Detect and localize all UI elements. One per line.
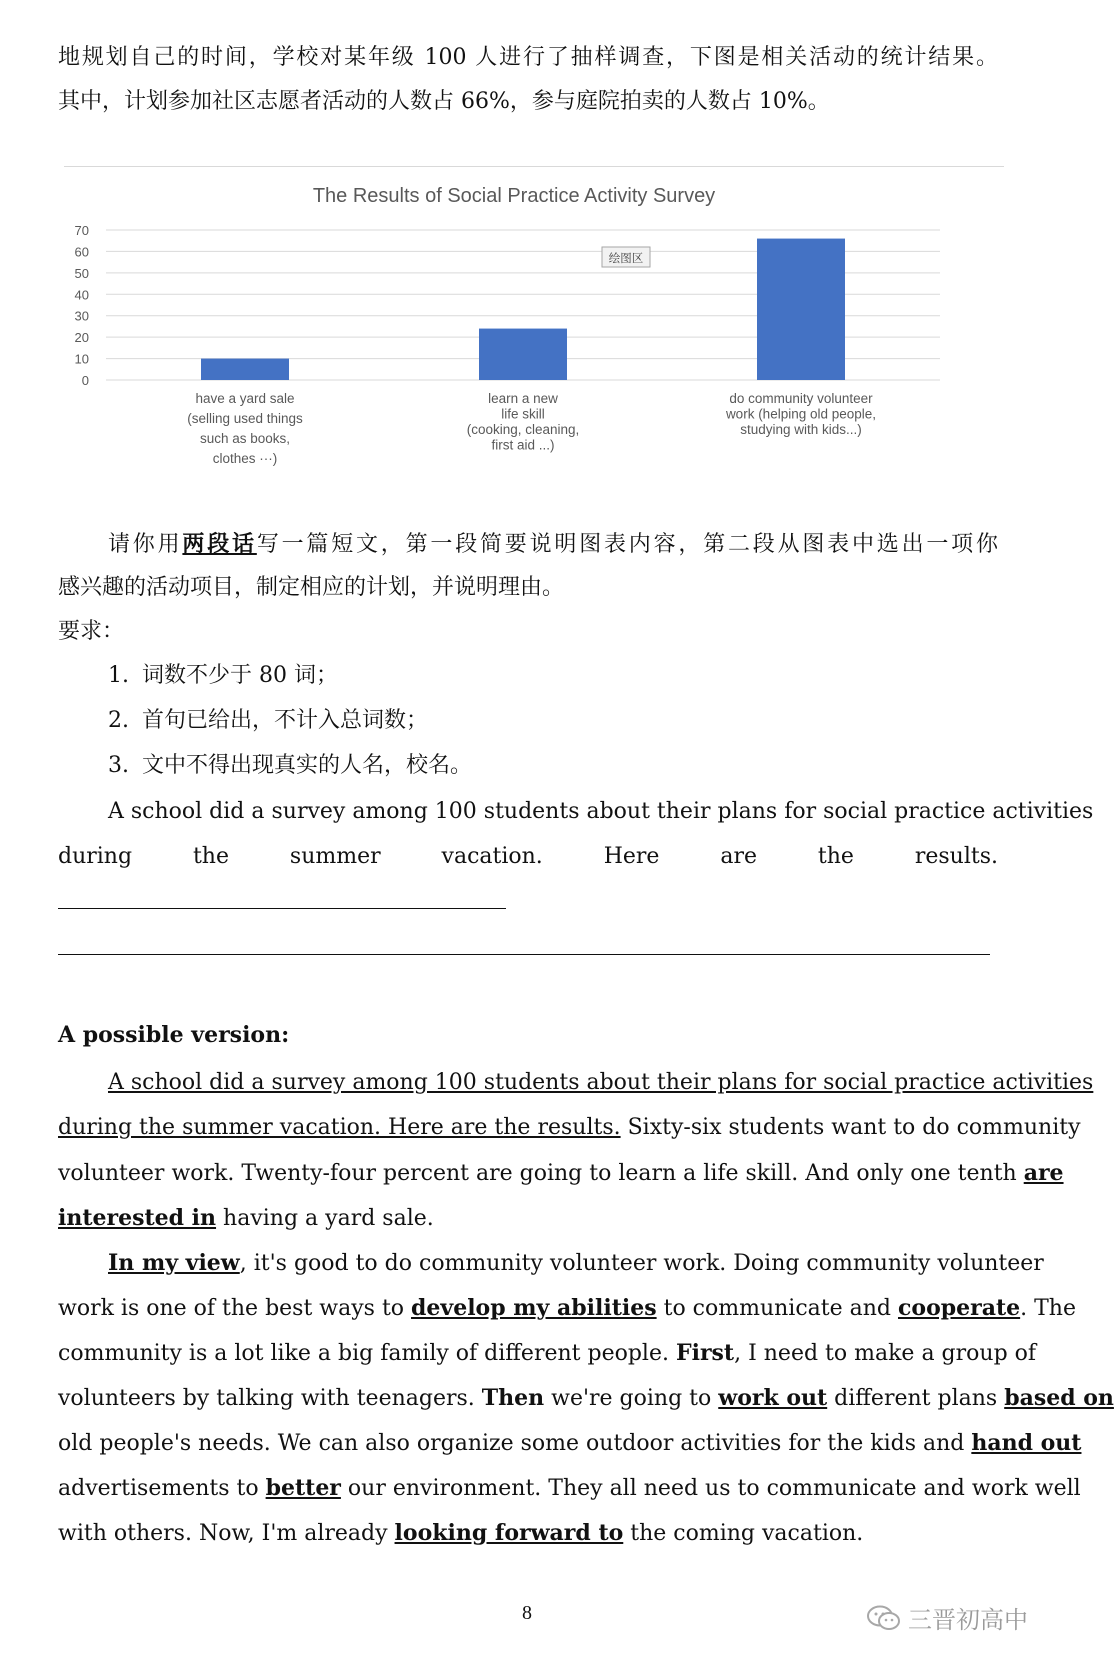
key-phrase: In my view	[108, 1250, 240, 1276]
requirement-number: 1.	[108, 663, 129, 688]
y-tick-label: 0	[81, 373, 89, 388]
version-text: with others. Now, I'm already	[58, 1521, 395, 1546]
chart-svg	[64, 174, 1004, 494]
requirement-number: 2.	[108, 708, 129, 733]
chart-title: The Results of Social Practice Activity Survey	[312, 185, 716, 207]
key-phrase: interested in	[58, 1205, 217, 1231]
version-text: we're going to	[544, 1386, 719, 1411]
version-text: having a yard sale.	[216, 1206, 434, 1231]
version-line	[58, 1427, 1082, 1460]
requirement-number: 3.	[108, 753, 129, 778]
version-line	[58, 1382, 1114, 1415]
version-line	[58, 1292, 1076, 1325]
bar	[479, 329, 567, 380]
version-line	[58, 1472, 1081, 1505]
x-tick-label: have a yard sale	[195, 391, 295, 406]
y-tick-label: 60	[74, 244, 89, 260]
version-text: advertisements to	[58, 1476, 266, 1501]
version-text: volunteers by talking with teenagers.	[58, 1386, 482, 1411]
version-text: our environment. They all need us to communicate and work well	[340, 1476, 1081, 1501]
version-line	[108, 1247, 1044, 1280]
task-line-1	[108, 528, 998, 561]
version-text: to communicate and	[656, 1296, 898, 1321]
version-text: the coming vacation.	[623, 1521, 864, 1546]
y-tick-label: 20	[74, 330, 89, 346]
key-phrase: work out	[718, 1385, 828, 1411]
answer-line	[58, 908, 506, 909]
task-text-pre: 请你用	[108, 532, 183, 557]
version-text: different plans	[827, 1386, 1005, 1411]
bar	[201, 359, 289, 380]
version-text: . The	[1020, 1296, 1076, 1321]
version-heading: A possible version:	[58, 1022, 290, 1048]
y-tick-label: 40	[74, 287, 89, 303]
version-text: community is a lot like a big family of different people.	[58, 1341, 676, 1366]
version-text: , I need to make a group of	[734, 1341, 1037, 1366]
chart-top-border	[64, 166, 1004, 167]
version-text: volunteer work. Twenty-four percent are going to learn a life skill. And only one tenth	[58, 1161, 1024, 1186]
y-tick-label: 10	[74, 351, 89, 367]
x-tick-label: work (helping old people,	[725, 406, 877, 422]
task-keyword: 两段话	[182, 531, 257, 557]
version-line	[58, 1202, 998, 1235]
version-text: old people's needs. We can also organize some outdoor activities for the kids and	[58, 1431, 972, 1456]
bold-word: Then	[481, 1385, 545, 1411]
plot-area-tag: 绘图区	[608, 253, 644, 265]
version-text: , it's good to do community volunteer work. Doing community volunteer	[239, 1251, 1044, 1276]
task-text-post: 写一篇短文，第一段简要说明图表内容，第二段从图表中选出一项你	[256, 532, 998, 557]
x-tick-label: do community volunteer	[729, 391, 873, 406]
x-tick-label: first aid ...)	[491, 437, 555, 453]
prompt-line-1: A school did a survey among 100 students about their plans for social practice activities	[108, 799, 1094, 824]
intro-line-1: 地规划自己的时间，学校对某年级 100 人进行了抽样调查，下图是相关活动的统计结果。	[58, 45, 998, 70]
given-first-sentence: A school did a survey among 100 students about their plans for social practice activities	[108, 1070, 1094, 1095]
x-tick-label: such as books,	[199, 431, 291, 446]
x-tick-label: (selling used things	[187, 411, 303, 426]
version-line	[108, 1067, 1094, 1099]
watermark-text: 三晋初高中	[908, 1606, 1028, 1634]
prompt-line-2: during the summer vacation. Here are the results.	[58, 844, 998, 869]
x-tick-label: studying with kids...)	[740, 422, 862, 437]
version-line	[58, 1157, 1064, 1190]
x-tick-label: life skill	[501, 406, 545, 422]
y-tick-label: 70	[74, 223, 89, 238]
x-tick-label: clothes ···)	[212, 451, 278, 466]
given-second-sentence: during the summer vacation. Here are the results.	[58, 1115, 621, 1140]
requirement-text: 词数不少于 80 词；	[142, 663, 338, 688]
key-phrase: cooperate	[898, 1295, 1021, 1321]
requirement-text: 首句已给出，不计入总词数；	[142, 708, 429, 733]
watermark	[866, 1600, 1028, 1635]
wechat-icon	[866, 1604, 902, 1632]
key-phrase: are	[1023, 1160, 1064, 1186]
y-tick-label: 50	[74, 265, 89, 281]
x-tick-label: (cooking, cleaning,	[466, 422, 580, 437]
answer-line	[58, 954, 990, 955]
key-phrase: better	[265, 1475, 341, 1501]
requirements-label: 要求：	[58, 619, 125, 644]
task-line-2: 感兴趣的活动项目，制定相应的计划，并说明理由。	[58, 575, 565, 600]
version-line	[58, 1517, 998, 1550]
version-line	[58, 1337, 1037, 1370]
key-phrase: develop my abilities	[411, 1295, 657, 1321]
intro-line-2: 其中，计划参加社区志愿者活动的人数占 66%，参与庭院拍卖的人数占 10%。	[58, 89, 830, 114]
page-number: 8	[522, 1602, 532, 1624]
key-phrase: looking forward to	[394, 1520, 624, 1546]
y-tick-label: 30	[74, 308, 89, 324]
x-tick-label: learn a new	[488, 391, 558, 406]
version-text: work is one of the best ways to	[58, 1296, 412, 1321]
key-phrase: hand out	[971, 1430, 1082, 1456]
key-phrase: based on	[1004, 1385, 1114, 1411]
version-line	[58, 1112, 1081, 1144]
bar	[757, 239, 845, 380]
requirement-text: 文中不得出现真实的人名，校名。	[142, 753, 473, 778]
version-text: Sixty-six students want to do community	[620, 1115, 1081, 1140]
bold-word: First	[675, 1340, 735, 1366]
survey-chart	[64, 174, 1004, 494]
